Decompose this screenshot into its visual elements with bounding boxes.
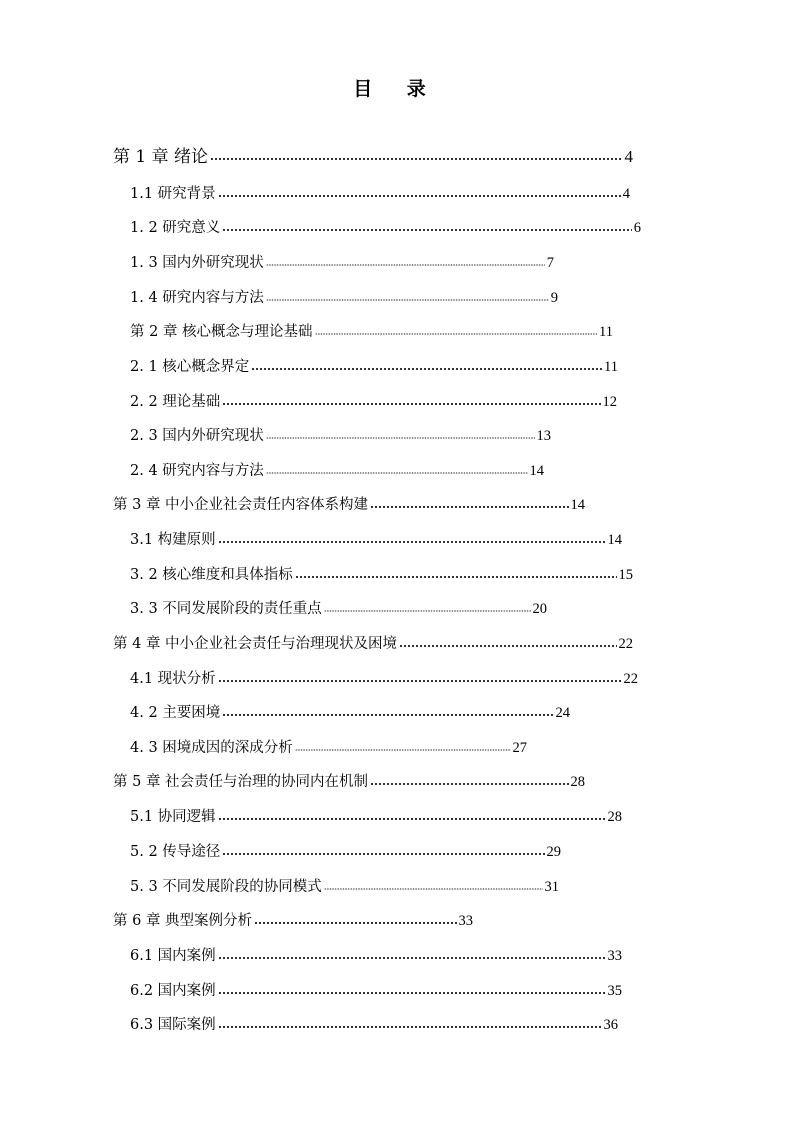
toc-leader-dots — [370, 506, 568, 508]
toc-entry-label: 2. 3 国内外研究现状 — [130, 428, 264, 444]
toc-entry-label: 第 2 章 核心概念与理论基础 — [130, 324, 313, 340]
toc-page-number: 35 — [607, 983, 622, 999]
toc-page-number: 4 — [622, 186, 630, 202]
toc-leader-dots — [218, 541, 606, 543]
toc-entry[interactable] — [130, 841, 561, 863]
toc-entry-label: 4.1 现状分析 — [130, 671, 216, 687]
toc-entry-label: 6.3 国际案例 — [130, 1017, 216, 1033]
toc-leader-dots — [251, 368, 602, 370]
toc-leader-dots — [210, 158, 622, 160]
toc-page-number: 33 — [458, 913, 473, 929]
toc-page-number: 29 — [546, 844, 561, 860]
toc-entry-label: 1.1 研究背景 — [130, 186, 216, 202]
toc-entry[interactable] — [130, 806, 622, 828]
toc-entry[interactable] — [130, 183, 630, 205]
toc-entry[interactable] — [130, 1014, 618, 1036]
toc-entry[interactable] — [113, 771, 585, 793]
toc-leader-dots — [222, 403, 600, 405]
toc-page-number: 12 — [602, 394, 617, 410]
toc-leader-dots — [266, 437, 535, 439]
toc-leader-dots — [266, 299, 549, 301]
toc-page-number: 36 — [603, 1017, 618, 1033]
toc-entry[interactable] — [130, 460, 544, 482]
toc-leader-dots — [266, 472, 528, 474]
toc-entry-label: 第 4 章 中小企业社会责任与治理现状及困境 — [113, 636, 398, 652]
toc-page-number: 27 — [512, 740, 527, 756]
toc-entry[interactable] — [130, 391, 617, 413]
toc-entry-label: 1. 3 国内外研究现状 — [130, 255, 264, 271]
toc-entry-label: 4. 3 困境成因的深成分析 — [130, 740, 293, 756]
toc-leader-dots — [254, 922, 456, 924]
toc-page-number: 28 — [570, 774, 585, 790]
toc-page-number: 22 — [618, 636, 633, 652]
toc-page-number: 31 — [544, 879, 559, 895]
toc-leader-dots — [222, 229, 631, 231]
toc-entry-label: 2. 1 核心概念界定 — [130, 359, 250, 375]
toc-entry-label: 第 5 章 社会责任与治理的协同内在机制 — [113, 774, 369, 790]
toc-leader-dots — [324, 610, 531, 612]
toc-leader-dots — [218, 1026, 602, 1028]
toc-entry-label: 1. 4 研究内容与方法 — [130, 290, 264, 306]
toc-entry[interactable] — [130, 702, 570, 724]
toc-page-number: 28 — [607, 809, 622, 825]
toc-entry[interactable] — [130, 980, 622, 1002]
toc-entry-label: 第 1 章 绪论 — [113, 147, 209, 167]
toc-entry-label: 2. 4 研究内容与方法 — [130, 463, 264, 479]
toc-entry-label: 2. 2 理论基础 — [130, 394, 221, 410]
toc-page-number: 11 — [604, 359, 618, 375]
toc-page-number: 33 — [607, 948, 622, 964]
toc-entry-label: 3. 2 核心维度和具体指标 — [130, 567, 293, 583]
toc-page-number: 15 — [618, 567, 633, 583]
toc-entry[interactable] — [130, 598, 547, 620]
toc-entry[interactable] — [130, 252, 554, 274]
toc-leader-dots — [295, 749, 511, 751]
toc-entry[interactable] — [130, 529, 622, 551]
toc-page-number: 14 — [607, 532, 622, 548]
toc-entry[interactable] — [130, 564, 633, 586]
toc-page-number: 11 — [599, 324, 613, 340]
toc-page-number: 14 — [529, 463, 544, 479]
toc-entry-label: 第 6 章 典型案例分析 — [113, 913, 253, 929]
toc-entry[interactable] — [130, 356, 618, 378]
toc-page-number: 20 — [532, 601, 547, 617]
toc-leader-dots — [370, 783, 568, 785]
toc-leader-dots — [218, 818, 606, 820]
toc-leader-dots — [399, 645, 616, 647]
toc-leader-dots — [266, 264, 545, 266]
toc-entry[interactable] — [113, 633, 633, 655]
toc-entry[interactable] — [130, 217, 641, 239]
toc-entry-label: 5. 2 传导途径 — [130, 844, 221, 860]
toc-page-number: 14 — [570, 497, 585, 513]
toc-entry-label: 6.2 国内案例 — [130, 983, 216, 999]
toc-page-number: 22 — [623, 671, 638, 687]
toc-entry[interactable] — [113, 494, 585, 516]
toc-page-number: 9 — [550, 290, 558, 306]
toc-entry-label: 第 3 章 中小企业社会责任内容体系构建 — [113, 497, 369, 513]
toc-leader-dots — [295, 576, 617, 578]
toc-entry[interactable] — [130, 945, 622, 967]
toc-entry[interactable] — [130, 321, 613, 343]
toc-entry[interactable] — [130, 425, 551, 447]
toc-entry-label: 4. 2 主要困境 — [130, 705, 221, 721]
toc-page-number: 4 — [624, 147, 633, 166]
toc-title: 目 录 — [353, 78, 440, 100]
toc-entry-label: 5.1 协同逻辑 — [130, 809, 216, 825]
toc-leader-dots — [218, 992, 606, 994]
toc-entry[interactable] — [130, 737, 527, 759]
toc-entry-label: 3. 3 不同发展阶段的责任重点 — [130, 601, 322, 617]
toc-page-number: 13 — [536, 428, 551, 444]
toc-page-number: 6 — [633, 220, 641, 236]
toc-page-number: 24 — [555, 705, 570, 721]
toc-entry[interactable] — [113, 146, 633, 168]
toc-entry[interactable] — [130, 876, 559, 898]
toc-leader-dots — [324, 888, 543, 890]
toc-leader-dots — [218, 957, 606, 959]
toc-entry[interactable] — [113, 910, 473, 932]
toc-leader-dots — [218, 680, 622, 682]
toc-entry[interactable] — [130, 287, 558, 309]
toc-page-number: 7 — [546, 255, 554, 271]
toc-entry-label: 3.1 构建原则 — [130, 532, 216, 548]
toc-leader-dots — [222, 853, 544, 855]
toc-entry-label: 1. 2 研究意义 — [130, 220, 221, 236]
toc-entry-label: 6.1 国内案例 — [130, 948, 216, 964]
toc-entry[interactable] — [130, 668, 638, 690]
toc-leader-dots — [315, 333, 597, 335]
toc-leader-dots — [218, 195, 621, 197]
toc-leader-dots — [222, 714, 553, 716]
toc-entry-label: 5. 3 不同发展阶段的协同模式 — [130, 879, 322, 895]
